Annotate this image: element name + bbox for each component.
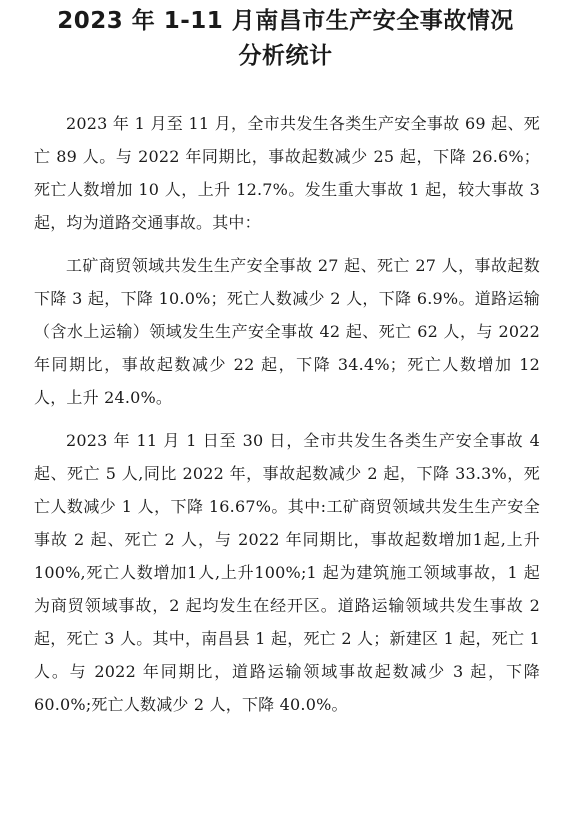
paragraph-november: 2023 年 11 月 1 日至 30 日，全市共发生各类生产安全事故 4 起、死亡 5 人,同比 2022 年，事故起数减少 2 起，下降 33.3%，死亡人数减少 1 人，下降 16.67%。其中:工矿商贸领域共发生生产安全事故 2 起、死亡 2 人，与 2022 年同期比，事故起数增加1起,上升100%,死亡人数增加1人,上升100%;1 起为建筑施工领域事故，1 起为商贸领域事故，2 起均发生在经开区。道路运输领域共发生事故 2 起，死亡 3 人。其中，南昌县 1 起，死亡 2 人；新建区 1 起，死亡 1 人。与 2022 年同期比，道路运输领域事故起数减少 3 起，下降 60.0%;死亡人数减少 2 人，下降 40.0%。	[34, 431, 540, 714]
document-body	[34, 107, 540, 721]
title-line-2: 分析统计	[238, 43, 333, 69]
paragraph-summary: 2023 年 1 月至 11 月，全市共发生各类生产安全事故 69 起、死亡 89 人。与 2022 年同期比，事故起数减少 25 起，下降 26.6%；死亡人数增加 10 人，上升 12.7%。发生重大事故 1 起，较大事故 3 起，均为道路交通事故。其中：	[34, 114, 540, 232]
document-title	[0, 4, 571, 74]
title-line-1: 2023 年 1-11 月南昌市生产安全事故情况	[57, 8, 514, 34]
paragraph-sector-breakdown: 工矿商贸领域共发生生产安全事故 27 起、死亡 27 人，事故起数下降 3 起，下降 10.0%；死亡人数减少 2 人，下降 6.9%。道路运输（含水上运输）领域发生生产安全事故 42 起、死亡 62 人，与 2022 年同期比，事故起数减少 22 起，下降 34.4%；死亡人数增加 12 人，上升 24.0%。	[34, 256, 540, 407]
